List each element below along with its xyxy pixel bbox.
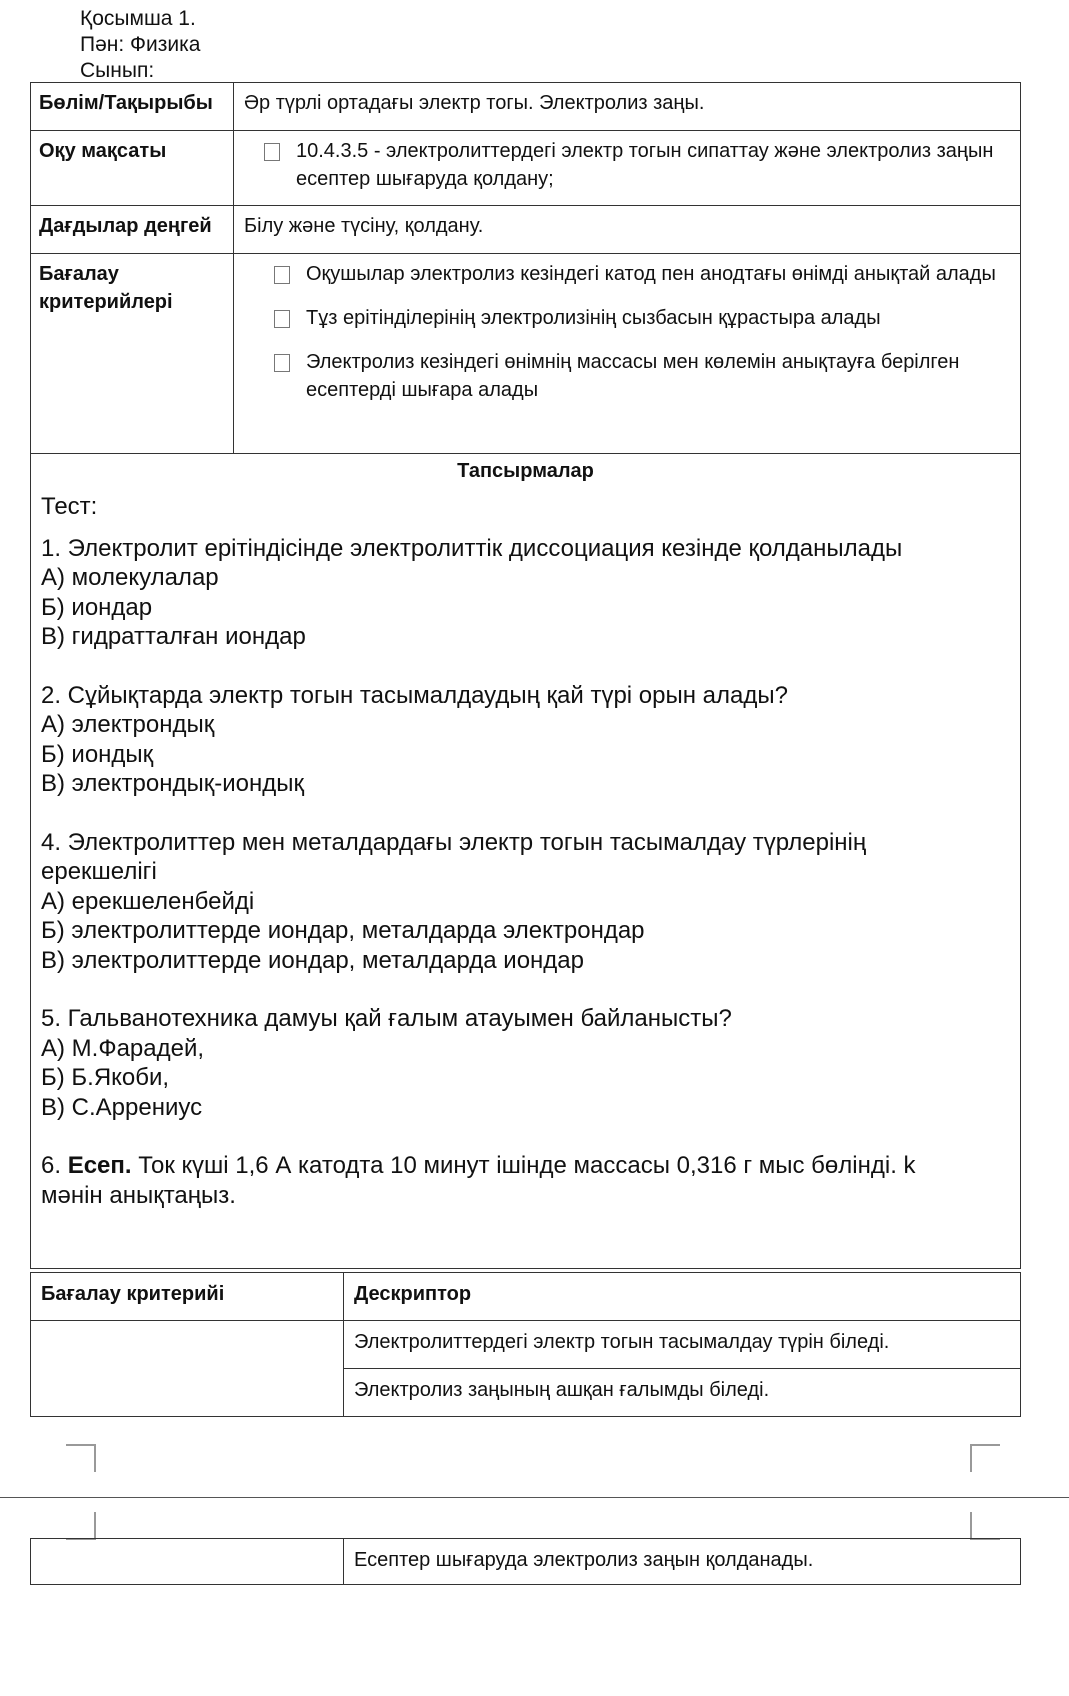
q5-option-a: А) М.Фарадей, [41, 1034, 205, 1062]
question-4-line2: ерекшелігі [41, 858, 157, 885]
problem-label: Есеп. [67, 1152, 132, 1179]
descriptor-row-3: Есептер шығаруда электролиз заңын қолданады. [344, 1539, 1021, 1585]
page-break-line [0, 1497, 1069, 1498]
missing-glyph-icon [274, 354, 290, 372]
missing-glyph-icon [274, 310, 290, 328]
q2-option-b: Б) иондық [41, 740, 154, 768]
appendix-label: Қосымша 1. [80, 7, 196, 30]
skills-label: Дағдылар деңгей [31, 206, 234, 254]
test-label: Тест: [41, 493, 98, 520]
section-label: Бөлім/Тақырыбы [31, 83, 234, 131]
criteria-empty-cell [31, 1321, 344, 1417]
objective-label: Оқу мақсаты [31, 131, 234, 206]
missing-glyph-icon [274, 266, 290, 284]
section-value: Әр түрлі ортадағы электр тогы. Электролиз заңы. [234, 83, 1021, 131]
q5-option-c: В) С.Аррениус [41, 1093, 203, 1121]
criteria-list [234, 254, 1021, 454]
subject-label: Пән: Физика [80, 33, 201, 56]
objective-cell [234, 131, 1021, 206]
question-5: 5. Гальванотехника дамуы қай ғалым атауымен байланысты? [41, 1005, 732, 1032]
grade-label: Сынып: [80, 59, 155, 82]
tasks-heading: Тапсырмалар [457, 460, 594, 482]
assessment-table [30, 1272, 1021, 1417]
q1-option-c: В) гидратталған иондар [41, 623, 306, 650]
q1-option-a: А) молекулалар [41, 564, 219, 591]
list-item: Тұз ерітінділерінің электролизінің сызбасын құрастыра алады [274, 304, 1010, 332]
assessment-table-continued [30, 1538, 1021, 1585]
tasks-body [31, 484, 1020, 1210]
q4-option-b: Б) электролиттерде иондар, металдарда электрондар [41, 917, 645, 944]
descriptor-header: Дескриптор [344, 1273, 1021, 1321]
q2-option-c: В) электрондық-иондық [41, 770, 304, 797]
criteria-empty-cell [31, 1539, 344, 1585]
question-6-line1: 6. Есеп. Ток күші 1,6 А катодта 10 минут ішінде массасы 0,316 г мыс бөлінді. k [41, 1152, 916, 1179]
descriptor-row-2: Электролиз заңының ашқан ғалымды біледі. [344, 1369, 1021, 1417]
question-2: 2. Сұйықтарда электр тогын тасымалдаудың қай түрі орын алады? [41, 681, 788, 709]
criteria-label-line1: Бағалау [39, 263, 119, 285]
descriptor-row-1: Электролиттердегі электр тогын тасымалдау түрін біледі. [344, 1321, 1021, 1369]
list-item: Оқушылар электролиз кезіндегі катод пен анодтағы өнімді анықтай алады [274, 260, 1010, 288]
list-item: Электролиз кезіндегі өнімнің массасы мен көлемін анықтауға берілген есептерді шығара алады [274, 348, 1010, 404]
criteria-label [31, 254, 234, 454]
question-6-line2: мәнін анықтаңыз. [41, 1181, 236, 1209]
q4-option-c: В) электролиттерде иондар, металдарда иондар [41, 946, 584, 974]
page-corner-mark [66, 1512, 96, 1540]
lesson-info-table [30, 82, 1021, 1269]
missing-glyph-icon [264, 143, 280, 161]
tasks-section [31, 454, 1021, 1269]
criteria-label-line2: критерийлері [39, 291, 173, 313]
page-corner-mark [970, 1512, 1000, 1540]
objective-value: 10.4.3.5 - электролиттердегі электр тогын сипаттау және электролиз заңын есептер шығаруда қолдану; [296, 140, 994, 190]
question-4-line1: 4. Электролиттер мен металдардағы электр тогын тасымалдау түрлерінің [41, 828, 867, 856]
q2-option-a: А) электрондық [41, 711, 215, 738]
q1-option-b: Б) иондар [41, 593, 153, 621]
page-corner-mark [970, 1444, 1000, 1472]
q5-option-b: Б) Б.Якоби, [41, 1064, 170, 1091]
q4-option-a: А) ерекшеленбейді [41, 887, 255, 915]
skills-value: Білу және түсіну, қолдану. [234, 206, 1021, 254]
page-corner-mark [66, 1444, 96, 1472]
criteria-header: Бағалау критерийі [31, 1273, 344, 1321]
question-1: 1. Электролит ерітіндісінде электролиттік диссоциация кезінде қолданылады [41, 534, 903, 562]
